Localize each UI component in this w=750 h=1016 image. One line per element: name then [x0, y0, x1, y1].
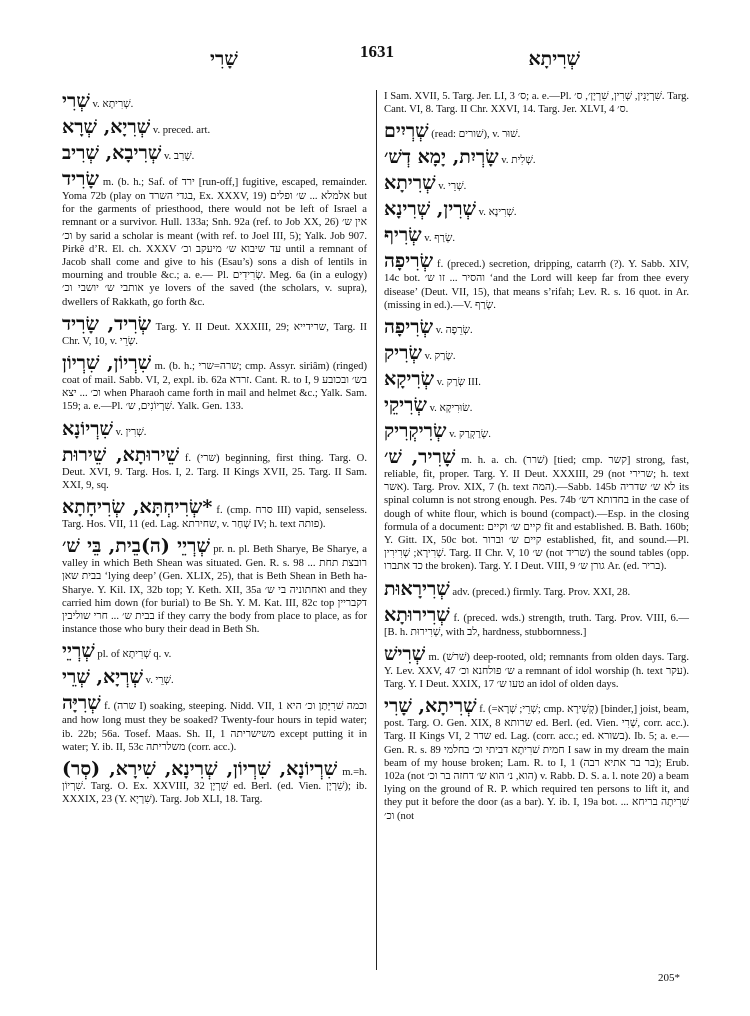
dictionary-entry — [62, 352, 367, 414]
entry-headword: שְׁרִיָא, שְׁרָא — [62, 116, 151, 138]
entry-headword: שִׁרְיוֹנָא, שִׁרְיוֹן, שְׁרִינָא, שִׁירָא, (סְר) — [62, 758, 338, 781]
entry-headword: שְׁרְיֵי — [62, 640, 95, 663]
entry-definition: pl. of שְׁרִיתָא q. v. — [97, 649, 172, 661]
dictionary-entry — [384, 198, 689, 220]
entry-headword: שְׁרִירוּתָא — [384, 603, 450, 626]
entry-headword: שִׁרְיוֹנָא — [62, 417, 114, 440]
entry-headword: שְׂרִיף — [384, 224, 422, 247]
entry-definition: v. שָׂרַק. — [424, 351, 456, 363]
dictionary-entry — [62, 640, 367, 662]
dictionary-entry — [384, 578, 689, 600]
entry-headword: שֵׁירוּתָא, שֵׁירוּת — [62, 443, 180, 466]
right-column — [384, 90, 689, 827]
entry-headword: שְׂרִיקָא — [384, 368, 435, 391]
dictionary-entry — [62, 758, 367, 806]
dictionary-entry — [62, 418, 367, 440]
entry-definition: adv. (preced.) firmly. Targ. Prov. XXI, 28. — [452, 586, 631, 598]
running-header — [60, 40, 700, 76]
entry-headword: שְׁרְיִים — [384, 120, 429, 143]
entry-definition: pr. n. pl. Beth Sharye, Be Sharye, a valley in which Beth Shean was situated. Gen. R. s. 98 רובצת תחת ... בבית שאן ‘lying deep’ (Gen. XLIX, 25), that is Beth Shean in Beth ha-Sharye. Y. Kil. IX, 32b top; Y. Keth. XII, 35a ואחתוניה בי ש׳ and they carried him down (for burial) to Be Sh. Y. M. Kat. III, 82c top דקבריין בבית ש׳ ... חרי שוליבין if they carry the body from place to place, as for instance those who bury their dead in Beth Sh. — [62, 544, 368, 636]
entry-headword: שְׁרִי — [62, 90, 90, 112]
entry-headword: שְׂרִיפָה — [384, 316, 434, 339]
dictionary-entry — [384, 643, 689, 691]
entry-definition: v. שְׁרֵי. — [145, 675, 174, 687]
dictionary-entry — [384, 224, 689, 246]
entry-headword: שְׁרִיתָא — [384, 172, 436, 195]
dictionary-entry — [384, 695, 689, 823]
column-divider — [376, 90, 377, 970]
entry-definition: m. (b. h.; שרה=שרי; cmp. Assyr. siriâm) (ringed) coat of mail. Sabb. VI, 2, expl. ib. 62a זרדא. Cant. R. to I, 9 בש׳ ובכובע וכ׳ ... יצא when Pharaoh came forth in mail and helmet &c.; Yalk. Sam. 159; a. e.—Pl. שִׁרְיוֹנִים, ש׳. Yalk. Gen. 133. — [62, 361, 368, 413]
dictionary-entry — [384, 446, 689, 574]
entry-headword: שָׁרִיר, שׁ׳ — [384, 446, 456, 469]
dictionary-entry — [384, 342, 689, 364]
entry-definition: v. שְׂרַקְרַק. — [449, 429, 491, 441]
dictionary-entry — [384, 420, 689, 442]
dictionary-entry — [62, 666, 367, 688]
entry-definition: f. (=שְׁרֵי; שְׁרָא; cmp. קְשִׁירָא) [binder,] joist, beam, post. Targ. O. Gen. XIX, 8 שרותא ed. Berl. (ed. Vien. שְׁרִי, corr. acc.). Targ. II Kings VI, 2 שדר ed. Lag. (corr. acc.; ed. בשורא). Ib. 5; a. e.—Gen. R. s. 89 חמית שׁרִיתָא דביתי וכ׳ בחלמי I saw in my dream the main beam of my house broken; Lam. R. to I, 1 (בר בר אתיא רבה); Erub. 102a (not הוא, נ׳ הוא ש׳ דחזה בר וכ׳) v. Rabb. D. S. a. l. note 20) a beam lying on the ground of R. P. which required ten persons to lift it, and they put it before the door (as a bar). Y. ib. I, 19a bot. ... שׁרִיתָה בריחא וכ׳ (not — [384, 704, 690, 822]
dictionary-entry — [384, 250, 689, 312]
entry-headword: שְׁרִיָּה — [62, 692, 101, 715]
entry-headword: שְׁרִירָאוּת — [384, 577, 450, 600]
entry-definition: f. (preced.) secretion, dripping, catarrh (?). Y. Sabb. XIV, 14c bot. והסיר ... זו ש׳ ‘and the Lord will keep far from thee every disease’ (Deut. VII, 15), that means s’rifah; Lev. R. s. 16 quot. in Ar. (missing in ed.).—V. שְׂרַף. — [384, 259, 689, 311]
entry-definition: v. שְׁרֵי. — [438, 181, 467, 193]
entry-headword: שְׁרִיבָא, שְׁרִיב — [62, 142, 162, 164]
entry-definition: v. שְׂרַף. — [424, 233, 456, 245]
entry-definition: v. שְׁרִב. — [163, 151, 195, 162]
entry-definition: v. שְׁרִינָא. — [478, 207, 517, 219]
dictionary-entry — [384, 368, 689, 390]
entry-headword: שְׁרִין, שְׁרִינָא — [384, 198, 476, 221]
dictionary-entry — [62, 142, 367, 164]
dictionary-entry — [62, 90, 367, 112]
entry-definition: v. שְׁרִין. — [115, 426, 147, 438]
dictionary-entry — [384, 90, 689, 116]
dictionary-entry — [62, 535, 367, 636]
entry-headword: שְׂרִיד, שָׂרִיד — [62, 312, 152, 335]
entry-headword: שְׂרִיקְרִיק — [384, 420, 447, 443]
entry-definition: m. h. a. ch. (שׁרר) [tied; cmp. קשר] strong, fast, reliable, fit, proper. Targ. Y. II Deut. XXXIII, 29 (not שרירי; h. text אשר). Targ. Prov. XIX, 7 (h. text המה).—Sabb. 145b לא ש׳ שדריה its spinal column is not strong enough. Pes. 74b בחדותא דש׳ in the case of dough of white flour, which is bound (compact).—Esp. in the closing formula of a document: קיים ש׳ וקיים fit and established. B. Bath. 160b; Y. Gitt. IX, 50c bot. קיים ש׳ וברור established, fit, and sound.—Pl. שְׁרִירָא; שְׁרִירִין. Targ. II Chr. V, 10 ש׳ (not שריד) the sound tables (opp. כד אתברו the broken). Targ. Y. I Deut. VIII, 9 גורן ש׳ Ar. (ed. בריר). — [384, 455, 689, 573]
entry-headword: שְׁרְיָא, שְׁרֵי — [62, 666, 143, 689]
entry-definition: v. שׂוּרִיקָא. — [429, 403, 473, 415]
entry-headword: שְׂרִיק — [384, 342, 422, 365]
entry-definition: v. שְׁרִיתָא. — [92, 99, 134, 110]
entry-definition: m.=h. שִׁרְיוֹן. Targ. O. Ex. XXVIII, 32 שִׁרְיָן ed. Berl. (ed. Vien. שִׁרְיָן); ib. XXXIX, 23 (Y. שִׁרְיָא). Targ. Job XLI, 18. Targ. — [62, 767, 367, 806]
entry-definition: m. (b. h.; Saf. of ירד [run-off,] fugitive, escaped, remainder. Yoma 72b (play on בגדי השרד, Ex. XXXV, 19) אלמלא ... ש׳ ופלים but for the garments of priesthood, there would not be left of Israel a remnant or a survivor. Hull. 133a; Snh. 92a (ref. to Job XX, 26) אין ש׳ וכ׳ by sarid a scholar is meant (with ref. to Joel III, 5); Yalk. Job 907. Pirkê d’R. El. ch. XXXV עד שיבוא ש׳ מיעקב וכ׳ until a remnant of Jacob shall come and give to his (Esau’s) sons a dish of lentils in mourning and trouble &c.; a. e.— Pl. שְׂרִידִים. Meg. 6a (in a eulogy) אותבי ש׳ יושבי וכ׳ ye lovers of the saved (the scholars, v. supra), dwellers of Rakkath, go forth &c. — [62, 177, 368, 308]
dictionary-entry — [384, 120, 689, 142]
dictionary-entry — [62, 496, 367, 531]
page-number: 1631 — [360, 42, 394, 61]
entry-definition: Targ. Y. II Deut. XXXIII, 29; שרידייא, Targ. II Chr. V, 10, v. שְׂרֵי. — [62, 321, 367, 347]
entry-definition: v. preced. art. — [152, 125, 211, 136]
entry-definition: f. (cmp. סרח III) vapid, senseless. Targ. Hos. VII, 11 (ed. Lag. שחירתא, v. שְׁחַר IV; h. text פותה). — [62, 505, 368, 531]
entry-headword: שְׂרִיקֵי — [384, 394, 427, 417]
entry-headword: שְׁרִיתָא, שָׁרִי — [384, 695, 477, 718]
right-running-head: שְׁרִיתָא — [528, 48, 580, 70]
dictionary-entry — [384, 394, 689, 416]
dictionary-entry — [384, 146, 689, 168]
dictionary-entry — [62, 313, 367, 348]
left-running-head: שָׁרִי — [210, 48, 238, 70]
entry-definition: f. (preced. wds.) strength, truth. Targ. Prov. VIII, 6.—[B. h. שְׁרִירוּת, with לב, hardness, stubbornness.] — [384, 612, 689, 638]
dictionary-entry — [62, 168, 367, 309]
entry-definition: f. (שרה I) soaking, steeping. Nidd. VII, 1 וכמה שׁרִיָּתַן וכ׳ היא and how long must they be soaked? Twenty-four hours in tepid water; ib. 22b; 56a. Tosef. Maas. Sh. II, 1 משישריתה except putting it in water; Y. ib. II, 53c משלריתה (corr. acc.). — [62, 701, 367, 753]
entry-headword: שְׂרִיפָה — [384, 250, 434, 273]
entry-definition: f. (שרי) beginning, first thing. Targ. O. Deut. XVI, 9. Targ. Hos. I, 2. Targ. II Kings XVII, 25. Targ. II Sam. XXI, 9, sq. — [62, 452, 367, 491]
entry-definition: m. (שׁרשׁ) deep-rooted, old; remnants from olden days. Targ. Y. Lev. XXV, 47 ש׳ פולחנא וכ׳ a remnant of idol worship (h. text עקר). Targ. Y. I Deut. XXIX, 17 טעו ש׳ an idol of olden days. — [384, 651, 689, 691]
entry-definition: (read: שׁורים), v. שׁוּר. — [431, 129, 521, 141]
dictionary-entry — [62, 116, 367, 138]
entry-headword: שָׂרִיד — [62, 168, 99, 190]
entry-definition: I Sam. XVII, 5. Targ. Jer. LI, 3 ס׳; a. e.—Pl. שִׁרְיָנִין, שְׁרִין, שִׁרְיָן׳, ס׳. Targ. Cant. VI, 8. Targ. II Chr. XXVI, 14. Targ. Jer. XLVI, 4 ס׳. — [384, 91, 690, 116]
dictionary-entry — [384, 604, 689, 639]
entry-definition: v. שְׂרַק III. — [436, 377, 481, 389]
dictionary-entry — [384, 172, 689, 194]
entry-definition: v. שְׁלִית. — [501, 155, 536, 167]
entry-headword: *שְׂרִיחְתָּא, שְׂרִיחָתָא — [62, 496, 213, 519]
entry-headword: שִׁרְיוֹן, שִׁרְיוֹן — [62, 352, 152, 375]
entry-headword: שְׁרִישׁ — [384, 642, 426, 665]
entry-definition: v. שְׂרֵפָה. — [435, 325, 473, 337]
left-column — [62, 90, 367, 810]
entry-headword: שְׁרְיֵי (ה)בֵית, בֵּי שׁ׳ — [62, 535, 210, 558]
dictionary-entry — [62, 444, 367, 492]
dictionary-entry — [384, 316, 689, 338]
entry-headword: שָׂרְיִת, יָמָא דְשׁ׳ — [384, 146, 499, 169]
signature-mark: 205* — [658, 972, 680, 984]
dictionary-entry — [62, 692, 367, 754]
